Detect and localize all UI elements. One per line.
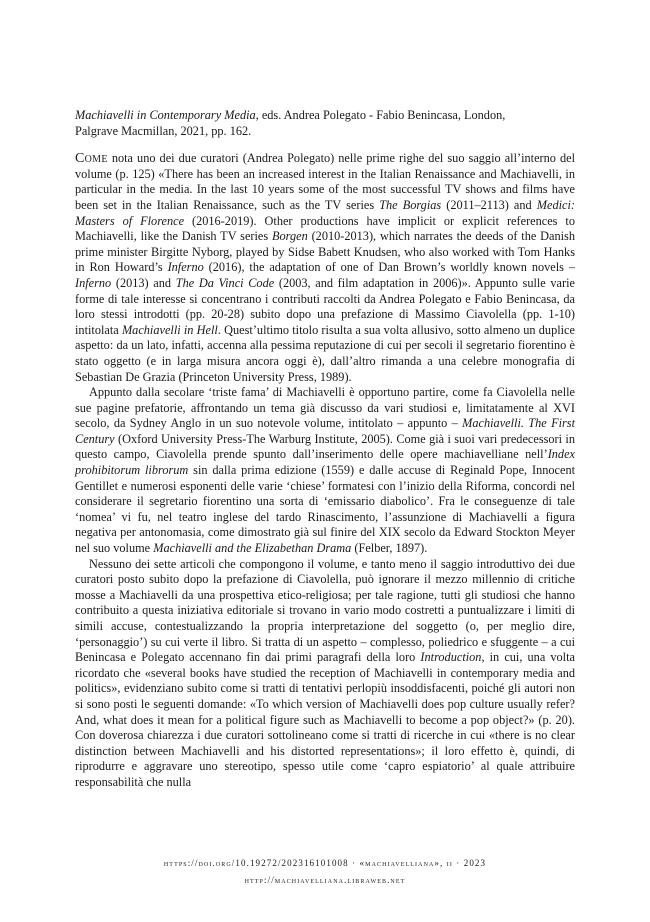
citation-publisher: Palgrave Macmillan, 2021, pp. 162. bbox=[75, 123, 252, 138]
drop-word: Come bbox=[75, 151, 108, 167]
bibliographic-citation bbox=[75, 108, 575, 139]
website-footer: http://machiavelliana.libraweb.net bbox=[244, 875, 406, 885]
paragraph-2: Appunto dalla secolare ‘triste fama’ di Machiavelli è opportuno partire, come fa Ciavolella nelle sue pagine prefatorie, affrontando un tema già discusso da vari studiosi e, limitatamente al XVI secolo, da Sydney Anglo in un suo notevole volume, intitolato – appunto – Machiavelli. The First Century (Oxford University Press-The Warburg Institute, 2005). Come già i suoi vari predecessori in questo campo, Ciavolella prende spunto dall’inserimento delle opere machiavelliane nell’Index prohibitorum librorum sin dalla prima edizione (1559) e dalle accuse di Reginald Pope, Innocent Gentillet e numerosi esponenti delle varie ‘chiese’ formatesi con l’inizio della Riforma, concordi nel considerare il segretario fiorentino una sorta di ‘emissario diabolico’. Fra le conseguenze di tale ‘nomea’ vi fu, nel teatro inglese del tardo Rinascimento, l’assunzione di Machiavelli a figura negativa per antonomasia, come dimostrato già sul finire del XIX secolo da Edward Stockton Meyer nel suo volume Machiavelli and the Elizabethan Drama (Felber, 1897). bbox=[75, 385, 576, 556]
article-body bbox=[75, 108, 575, 791]
paragraph-3: Nessuno dei sette articoli che compongono il volume, e tanto meno il saggio introduttivo dei due curatori posto subito dopo la prefazione di Ciavolella, può ignorare il mezzo millennio di critiche mosse a Machiavelli da una prospettiva etico-religiosa; per tale ragione, tutti gli studiosi che hanno contribuito a questa iniziativa editoriale si trovano in vario modo costretti a puntualizzare i limiti di simili accuse, contestualizzando la propria interpretazione del soggetto (o, per meglio dire, ‘personaggio’) su cui verte il libro. Si tratta di un aspetto – complesso, poliedrico e sfuggente – a cui Benincasa e Polegato accennano fin dai primi paragrafi della loro Introduction, in cui, una volta ricordato che «several books have studied the reception of Machiavelli in contemporary media and politics», evidenziano subito come si tratti di tentativi perlopiù insoddisfacenti, poiché gli autori non si sono posti le seguenti domande: «To which version of Machiavelli does pop culture usually refer? And, what does it mean for a political figure such as Machiavelli to become a pop object?» (p. 20). Con doverosa chiarezza i due curatori sottolineano come si tratti di ricerche in cui «there is no clear distinction between Machiavelli and his distorted representations»; il loro effetto è, quindi, di riprodurre e aggravare uno stereotipo, spesso utile come ‘capro espiatorio’ al quale attribuire responsabilità che nulla bbox=[75, 556, 575, 789]
book-title: Machiavelli in Contemporary Media bbox=[75, 108, 256, 122]
doi-footer: https://doi.org/10.19272/202316101008 · «machiavelliana», ii · 2023 bbox=[163, 858, 487, 868]
paragraph-1: Come nota uno dei due curatori (Andrea Polegato) nelle prime righe del suo saggio all’interno del volume (p. 125) «There has been an increased interest in the Italian Renaissance and Machiavelli, in particular in the media. In the last 10 years some of the most successful TV shows and films have been set in the Italian Renaissance, such as the TV series The Borgias (2011–2113) and Medici: Masters of Florence (2016-2019). Other productions have implicit or explicit references to Machiavelli, like the Danish TV series Borgen (2010-2013), which narrates the deeds of the Danish prime minister Birgitte Nyborg, played by Sidse Babett Knudsen, who also worked with Tom Hanks in Ron Howard’s Inferno (2016), the adaptation of one of Dan Brown’s worldly known novels – Inferno (2013) and The Da Vinci Code (2003, and film adaptation in 2006)». Appunto sulle varie forme di tale interesse si concentrano i contributi raccolti da Andrea Polegato e Fabio Benincasa, da loro stessi introdotti (pp. 20-28) subito dopo una prefazione di Massimo Ciavolella (pp. 1-10) intitolata Machiavelli in Hell. Quest’ultimo titolo risulta a sua volta allusivo, sotto almeno un duplice aspetto: da un lato, infatti, accenna alla pessima reputazione di cui per secoli il segretario fiorentino è stato oggetto (e in larga misura ancora oggi è), dall’altro rimanda a una celebre monografia di Sebastian De Grazia (Princeton University Press, 1989). bbox=[75, 151, 575, 384]
citation-details: , eds. Andrea Polegato - Fabio Benincasa, London, bbox=[255, 108, 506, 122]
